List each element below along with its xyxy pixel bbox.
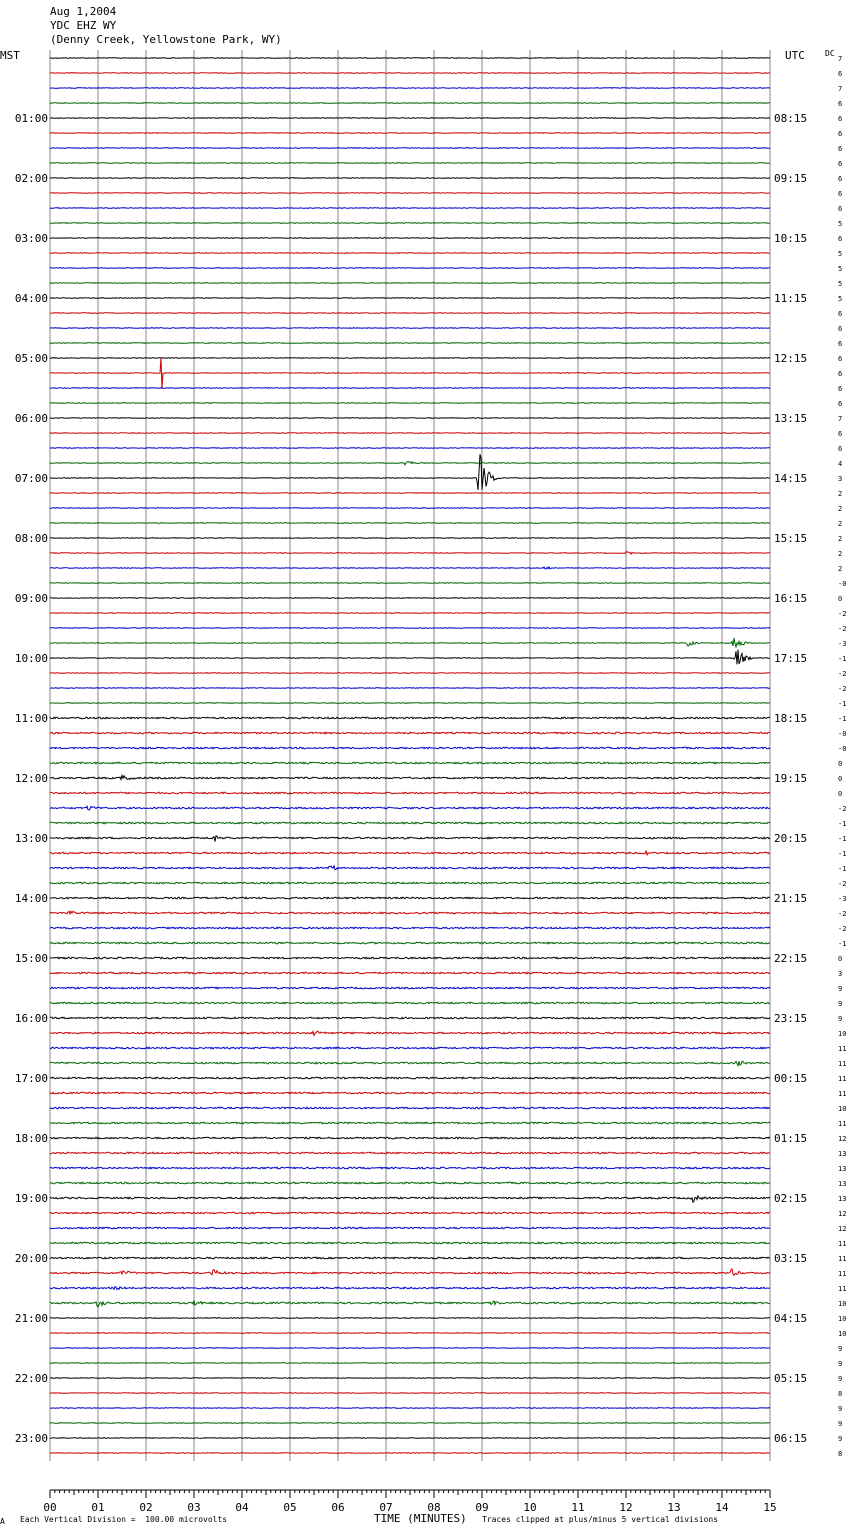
- dc-offset-value: 6: [838, 175, 843, 183]
- trace-line: [50, 957, 770, 959]
- trace-line: [50, 1348, 770, 1349]
- trace-line: [50, 508, 770, 509]
- dc-offset-value: 5: [838, 265, 843, 273]
- x-tick-label: 06: [331, 1501, 345, 1514]
- trace-line: [50, 343, 770, 344]
- trace-line: [50, 418, 770, 419]
- dc-offset-value: 11: [838, 1075, 847, 1083]
- dc-offset-value: 11: [838, 1060, 847, 1068]
- x-tick-label: 10: [523, 1501, 537, 1514]
- dc-offset-value: -2: [838, 625, 847, 633]
- dc-offset-value: 7: [838, 55, 843, 63]
- dc-offset-value: 7: [838, 415, 843, 423]
- trace-line: [50, 454, 770, 490]
- dc-offset-value: 6: [838, 190, 843, 198]
- dc-offset-value: 6: [838, 160, 843, 168]
- dc-offset-value: 6: [838, 385, 843, 393]
- dc-offset-value: 9: [838, 1000, 843, 1008]
- dc-offset-value: 6: [838, 445, 843, 453]
- x-tick-label: 09: [475, 1501, 489, 1514]
- right-hour-label: 16:15: [774, 592, 808, 605]
- dc-offset-value: 13: [838, 1195, 847, 1203]
- dc-offset-value: 11: [838, 1285, 847, 1293]
- dc-offset-value: 2: [838, 550, 843, 558]
- dc-offset-value: 2: [838, 535, 843, 543]
- trace-line: [50, 613, 770, 614]
- dc-offset-value: -2: [838, 910, 847, 918]
- dc-offset-value: -1: [838, 715, 847, 723]
- trace-line: [50, 133, 770, 134]
- dc-offset-value: 10: [838, 1315, 847, 1323]
- trace-line: [50, 1453, 770, 1454]
- right-hour-label: 12:15: [774, 352, 808, 365]
- trace-line: [50, 238, 770, 239]
- dc-offset-value: -2: [838, 685, 847, 693]
- trace-line: [50, 523, 770, 524]
- dc-offset-value: 6: [838, 310, 843, 318]
- trace-line: [50, 987, 770, 989]
- trace-line: [50, 1017, 770, 1019]
- right-hour-label: 04:15: [774, 1312, 808, 1325]
- dc-offset-value: 2: [838, 565, 843, 573]
- trace-line: [50, 493, 770, 494]
- x-tick-label: 14: [715, 1501, 729, 1514]
- right-hour-label: 10:15: [774, 232, 808, 245]
- dc-offset-value: 6: [838, 100, 843, 108]
- dc-offset-value: -3: [838, 895, 847, 903]
- trace-line: [50, 1077, 770, 1079]
- trace-line: [50, 762, 770, 764]
- trace-line: [50, 1182, 770, 1184]
- trace-line: [50, 942, 770, 944]
- dc-offset-value: -2: [838, 925, 847, 933]
- trace-line: [50, 897, 770, 899]
- dc-offset-value: 0: [838, 760, 843, 768]
- trace-line: [50, 866, 770, 870]
- dc-offset-value: 10: [838, 1030, 847, 1038]
- left-hour-label: 04:00: [14, 292, 48, 305]
- dc-offset-value: 13: [838, 1150, 847, 1158]
- trace-line: [50, 58, 770, 59]
- dc-offset-value: 6: [838, 370, 843, 378]
- x-tick-label: 13: [667, 1501, 681, 1514]
- trace-line: [50, 1333, 770, 1334]
- dc-offset-value: 6: [838, 130, 843, 138]
- trace-line: [50, 1423, 770, 1424]
- dc-offset-value: 9: [838, 985, 843, 993]
- right-hour-label: 00:15: [774, 1072, 808, 1085]
- trace-line: [50, 703, 770, 704]
- plot-date: Aug 1,2004: [50, 5, 117, 18]
- dc-offset-value: -1: [838, 865, 847, 873]
- left-hour-label: 12:00: [14, 772, 48, 785]
- dc-offset-value: -2: [838, 805, 847, 813]
- trace-line: [50, 357, 770, 389]
- trace-line: [50, 688, 770, 689]
- left-hour-label: 07:00: [14, 472, 48, 485]
- dc-offset-value: 6: [838, 325, 843, 333]
- dc-offset-value: 11: [838, 1255, 847, 1263]
- trace-line: [50, 1227, 770, 1229]
- right-hour-label: 21:15: [774, 892, 808, 905]
- trace-line: [50, 118, 770, 119]
- trace-line: [50, 1167, 770, 1169]
- x-tick-label: 01: [91, 1501, 105, 1514]
- trace-line: [50, 822, 770, 824]
- dc-offset-value: 9: [838, 1405, 843, 1413]
- dc-offset-value: 5: [838, 295, 843, 303]
- trace-line: [50, 1287, 770, 1290]
- trace-line: [50, 1061, 770, 1066]
- dc-offset-value: 7: [838, 85, 843, 93]
- right-hour-label: 06:15: [774, 1432, 808, 1445]
- left-hour-label: 19:00: [14, 1192, 48, 1205]
- dc-offset-value: 5: [838, 280, 843, 288]
- dc-offset-value: 2: [838, 520, 843, 528]
- trace-line: [50, 1318, 770, 1319]
- dc-offset-value: 9: [838, 1360, 843, 1368]
- left-hour-label: 03:00: [14, 232, 48, 245]
- trace-line: [50, 73, 770, 74]
- dc-offset-value: -0: [838, 745, 847, 753]
- left-hour-label: 09:00: [14, 592, 48, 605]
- trace-line: [50, 1031, 770, 1035]
- trace-line: [50, 103, 770, 104]
- x-tick-label: 08: [427, 1501, 441, 1514]
- trace-line: [50, 552, 770, 555]
- right-hour-label: 02:15: [774, 1192, 808, 1205]
- trace-line: [50, 433, 770, 434]
- dc-offset-value: -2: [838, 880, 847, 888]
- dc-offset-value: 12: [838, 1210, 847, 1218]
- right-hour-label: 22:15: [774, 952, 808, 965]
- trace-line: [50, 88, 770, 89]
- dc-offset-value: 6: [838, 430, 843, 438]
- dc-offset-value: 6: [838, 400, 843, 408]
- x-tick-label: 05: [283, 1501, 297, 1514]
- left-hour-label: 17:00: [14, 1072, 48, 1085]
- left-timezone-label: MST: [0, 49, 20, 62]
- clip-note: Traces clipped at plus/minus 5 vertical divisions: [482, 1515, 719, 1524]
- left-hour-label: 10:00: [14, 652, 48, 665]
- station-location: (Denny Creek, Yellowstone Park, WY): [50, 33, 282, 46]
- corner-mark: A: [0, 1517, 5, 1526]
- trace-line: [50, 193, 770, 194]
- trace-line: [50, 747, 770, 749]
- x-tick-label: 03: [187, 1501, 201, 1514]
- dc-offset-value: -1: [838, 835, 847, 843]
- trace-line: [50, 792, 770, 794]
- dc-offset-value: -1: [838, 940, 847, 948]
- trace-line: [50, 208, 770, 209]
- trace-line: [50, 253, 770, 254]
- dc-offset-value: 9: [838, 1435, 843, 1443]
- dc-offset-value: 10: [838, 1330, 847, 1338]
- trace-line: [50, 836, 770, 842]
- trace-line: [50, 911, 770, 914]
- right-hour-label: 09:15: [774, 172, 808, 185]
- trace-line: [50, 1137, 770, 1139]
- left-hour-label: 18:00: [14, 1132, 48, 1145]
- dc-offset-value: -1: [838, 655, 847, 663]
- right-hour-label: 11:15: [774, 292, 808, 305]
- trace-line: [50, 1378, 770, 1379]
- trace-line: [50, 650, 770, 665]
- left-hour-label: 02:00: [14, 172, 48, 185]
- dc-offset-value: -0: [838, 580, 847, 588]
- right-hour-label: 20:15: [774, 832, 808, 845]
- trace-line: [50, 1257, 770, 1259]
- dc-offset-value: 13: [838, 1165, 847, 1173]
- dc-offset-value: -2: [838, 670, 847, 678]
- dc-offset-value: 6: [838, 340, 843, 348]
- left-hour-label: 23:00: [14, 1432, 48, 1445]
- trace-line: [50, 1269, 770, 1275]
- trace-line: [50, 328, 770, 329]
- trace-line: [50, 927, 770, 929]
- dc-offset-value: -1: [838, 850, 847, 858]
- right-hour-label: 18:15: [774, 712, 808, 725]
- trace-line: [50, 598, 770, 599]
- trace-line: [50, 1363, 770, 1364]
- trace-line: [50, 1408, 770, 1409]
- dc-offset-value: 0: [838, 790, 843, 798]
- dc-offset-value: -0: [838, 730, 847, 738]
- trace-line: [50, 223, 770, 224]
- x-axis-title: TIME (MINUTES): [374, 1512, 467, 1525]
- dc-offset-value: 9: [838, 1345, 843, 1353]
- dc-offset-value: 5: [838, 250, 843, 258]
- trace-line: [50, 1393, 770, 1394]
- trace-line: [50, 1242, 770, 1244]
- trace-line: [50, 638, 770, 648]
- trace-line: [50, 1002, 770, 1004]
- station-code: YDC EHZ WY: [50, 19, 117, 32]
- trace-line: [50, 628, 770, 629]
- left-hour-label: 06:00: [14, 412, 48, 425]
- dc-offset-value: 3: [838, 475, 843, 483]
- trace-line: [50, 298, 770, 299]
- trace-line: [50, 1107, 770, 1109]
- trace-line: [50, 462, 770, 465]
- left-hour-label: 08:00: [14, 532, 48, 545]
- x-tick-label: 07: [379, 1501, 393, 1514]
- dc-offset-value: -3: [838, 640, 847, 648]
- trace-line: [50, 163, 770, 164]
- dc-offset-value: -2: [838, 610, 847, 618]
- trace-line: [50, 1300, 770, 1307]
- right-hour-label: 01:15: [774, 1132, 808, 1145]
- dc-offset-value: 8: [838, 1390, 843, 1398]
- right-hour-label: 08:15: [774, 112, 808, 125]
- left-hour-label: 21:00: [14, 1312, 48, 1325]
- dc-offset-value: 6: [838, 355, 843, 363]
- left-hour-label: 22:00: [14, 1372, 48, 1385]
- right-hour-label: 14:15: [774, 472, 808, 485]
- dc-offset-value: 6: [838, 115, 843, 123]
- trace-line: [50, 1152, 770, 1154]
- dc-offset-value: 10: [838, 1300, 847, 1308]
- dc-offset-header: DC: [825, 49, 835, 58]
- trace-line: [50, 806, 770, 810]
- left-hour-label: 13:00: [14, 832, 48, 845]
- trace-line: [50, 882, 770, 884]
- trace-line: [50, 1122, 770, 1124]
- x-tick-label: 15: [763, 1501, 777, 1514]
- right-hour-label: 05:15: [774, 1372, 808, 1385]
- right-hour-label: 03:15: [774, 1252, 808, 1265]
- trace-line: [50, 851, 770, 855]
- trace-line: [50, 673, 770, 674]
- trace-line: [50, 567, 770, 569]
- trace-line: [50, 538, 770, 539]
- dc-offset-value: 0: [838, 775, 843, 783]
- x-tick-label: 11: [571, 1501, 585, 1514]
- trace-line: [50, 732, 770, 734]
- left-hour-label: 20:00: [14, 1252, 48, 1265]
- trace-line: [50, 1212, 770, 1214]
- dc-offset-value: 6: [838, 205, 843, 213]
- trace-line: [50, 403, 770, 404]
- trace-line: [50, 448, 770, 449]
- trace-line: [50, 583, 770, 584]
- scale-note: Each Vertical Division = 100.00 microvolts: [20, 1515, 228, 1524]
- right-hour-label: 13:15: [774, 412, 808, 425]
- dc-offset-value: 2: [838, 505, 843, 513]
- dc-offset-value: 6: [838, 235, 843, 243]
- dc-offset-value: 9: [838, 1375, 843, 1383]
- trace-line: [50, 358, 770, 359]
- trace-line: [50, 388, 770, 389]
- right-hour-label: 19:15: [774, 772, 808, 785]
- dc-offset-value: 0: [838, 955, 843, 963]
- trace-line: [50, 1438, 770, 1439]
- left-hour-label: 01:00: [14, 112, 48, 125]
- dc-offset-value: 3: [838, 970, 843, 978]
- left-hour-label: 15:00: [14, 952, 48, 965]
- dc-offset-value: 2: [838, 490, 843, 498]
- x-tick-label: 12: [619, 1501, 633, 1514]
- dc-offset-value: -1: [838, 820, 847, 828]
- dc-offset-value: 10: [838, 1105, 847, 1113]
- trace-line: [50, 717, 770, 719]
- dc-offset-value: 12: [838, 1225, 847, 1233]
- trace-line: [50, 178, 770, 179]
- left-hour-label: 11:00: [14, 712, 48, 725]
- dc-offset-value: -1: [838, 700, 847, 708]
- right-hour-label: 15:15: [774, 532, 808, 545]
- dc-offset-value: 6: [838, 70, 843, 78]
- dc-offset-value: 11: [838, 1120, 847, 1128]
- trace-line: [50, 283, 770, 284]
- dc-offset-value: 13: [838, 1180, 847, 1188]
- left-hour-label: 14:00: [14, 892, 48, 905]
- dc-offset-value: 12: [838, 1135, 847, 1143]
- dc-offset-value: 11: [838, 1270, 847, 1278]
- dc-offset-value: 4: [838, 460, 843, 468]
- dc-offset-value: 9: [838, 1420, 843, 1428]
- dc-offset-value: 11: [838, 1240, 847, 1248]
- trace-line: [50, 972, 770, 974]
- right-hour-label: 23:15: [774, 1012, 808, 1025]
- dc-offset-value: 5: [838, 220, 843, 228]
- right-hour-label: 17:15: [774, 652, 808, 665]
- trace-line: [50, 1047, 770, 1049]
- left-hour-label: 05:00: [14, 352, 48, 365]
- trace-line: [50, 776, 770, 780]
- left-hour-label: 16:00: [14, 1012, 48, 1025]
- dc-offset-value: 9: [838, 1015, 843, 1023]
- x-tick-label: 00: [43, 1501, 57, 1514]
- trace-line: [50, 313, 770, 314]
- x-tick-label: 02: [139, 1501, 153, 1514]
- dc-offset-value: 11: [838, 1090, 847, 1098]
- dc-offset-value: 6: [838, 145, 843, 153]
- trace-line: [50, 1092, 770, 1094]
- x-tick-label: 04: [235, 1501, 249, 1514]
- trace-line: [50, 268, 770, 269]
- dc-offset-value: 0: [838, 595, 843, 603]
- dc-offset-value: 11: [838, 1045, 847, 1053]
- right-timezone-label: UTC: [785, 49, 805, 62]
- trace-line: [50, 1196, 770, 1202]
- dc-offset-value: 8: [838, 1450, 843, 1458]
- trace-line: [50, 148, 770, 149]
